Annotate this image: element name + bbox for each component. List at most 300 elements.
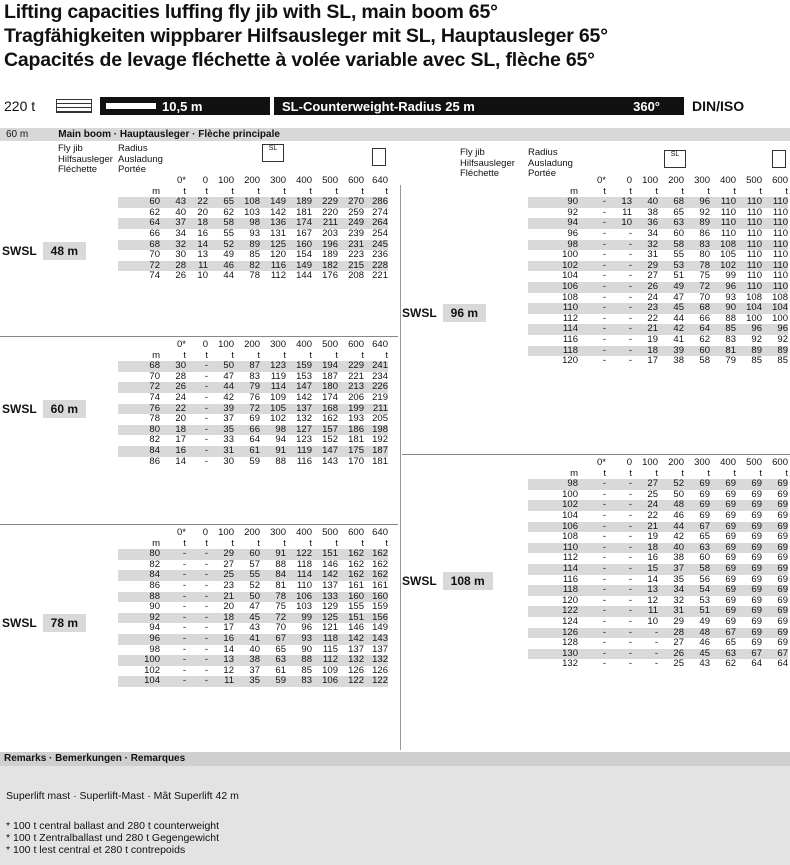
capacity-cell: 162 — [338, 570, 364, 581]
capacity-cell: 69 — [710, 479, 736, 490]
capacity-cell: 226 — [364, 382, 388, 393]
capacity-cell: 89 — [684, 218, 710, 229]
radius-cell: 100 — [562, 488, 578, 500]
capacity-cell: 53 — [699, 594, 710, 606]
capacity-cell: 206 — [348, 391, 364, 403]
capacity-cell: 114 — [286, 570, 312, 581]
capacity-cell: - — [186, 613, 208, 624]
column-head: 200 — [244, 175, 260, 186]
capacity-cell: 65 — [673, 206, 684, 218]
capacity-cell: 14 — [223, 643, 234, 655]
capacity-cell: 69 — [751, 488, 762, 500]
capacity-cell: 83 — [725, 333, 736, 345]
capacity-cell: 194 — [312, 361, 338, 372]
capacity-cell: - — [602, 573, 606, 585]
capacity-cell: 241 — [364, 361, 388, 372]
capacity-cell: 236 — [372, 249, 388, 261]
radius-cell: 68 — [118, 361, 160, 372]
capacity-cell: 239 — [348, 227, 364, 239]
capacity-cell: 55 — [673, 249, 684, 261]
capacity-cell: 52 — [658, 479, 684, 490]
capacity-cell: - — [628, 488, 632, 500]
swsl-length: 60 m — [43, 400, 86, 418]
spec-bar — [0, 94, 790, 118]
capacity-cell: 229 — [338, 361, 364, 372]
capacity-cell: 103 — [296, 601, 312, 613]
radius-cell: 92 — [567, 206, 578, 218]
capacity-cell: 110 — [746, 249, 762, 261]
capacity-cell: 26 — [658, 649, 684, 660]
column-head: 640 — [372, 339, 388, 350]
capacity-cell: 40 — [175, 206, 186, 218]
capacity-cell: 69 — [710, 606, 736, 617]
capacity-cell: 35 — [234, 676, 260, 687]
capacity-cell: 110 — [746, 227, 762, 239]
capacity-cell: 69 — [751, 637, 762, 649]
capacity-cell: 108 — [746, 291, 762, 303]
capacity-cell: - — [628, 227, 632, 239]
fly-jib-fr: Fléchette — [58, 164, 98, 175]
capacity-cell: 91 — [260, 446, 286, 457]
capacity-cell: - — [204, 434, 208, 446]
capacity-cell: 142 — [296, 391, 312, 403]
capacity-cell: 69 — [751, 615, 762, 627]
capacity-cell: 75 — [275, 601, 286, 613]
capacity-cell: 32 — [673, 594, 684, 606]
capacity-cell: 18 — [208, 613, 234, 624]
capacity-cell: 31 — [208, 446, 234, 457]
capacity-cell: 35 — [673, 573, 684, 585]
unit-cell: t — [785, 467, 788, 479]
capacity-cell: 162 — [338, 549, 364, 560]
unit-cell: m — [570, 467, 578, 479]
capacity-cell: - — [606, 522, 632, 533]
capacity-cell: 144 — [296, 270, 312, 282]
capacity-cell: 110 — [746, 206, 762, 218]
radius-cell: 74 — [149, 270, 160, 282]
capacity-cell: 110 — [720, 206, 736, 218]
capacity-cell: 44 — [208, 382, 234, 393]
unit-cell: t — [707, 185, 710, 197]
column-head: 100 — [642, 457, 658, 468]
column-head: 0* — [597, 457, 606, 468]
capacity-cell: - — [578, 543, 606, 554]
capacity-cell: 69 — [725, 573, 736, 585]
capacity-cell: 211 — [364, 404, 388, 415]
capacity-cell: 123 — [260, 361, 286, 372]
capacity-cell: - — [186, 634, 208, 645]
radius-cell: 60 — [118, 197, 160, 208]
capacity-table — [528, 176, 788, 367]
radius-fr: Portée — [118, 164, 146, 175]
capacity-cell: - — [628, 333, 632, 345]
radius-cell: 104 — [562, 270, 578, 282]
capacity-cell: 37 — [658, 564, 684, 575]
capacity-cell: 110 — [720, 227, 736, 239]
radius-en: Radius — [118, 143, 148, 154]
capacity-cell: 67 — [684, 522, 710, 533]
unit-cell: t — [283, 185, 286, 197]
title-de: Tragfähigkeiten wippbarer Hilfsausleger mit SL, Hauptausleger 65° — [4, 25, 608, 47]
table-row — [528, 356, 788, 367]
capacity-cell: 122 — [286, 549, 312, 560]
capacity-cell: 189 — [322, 249, 338, 261]
capacity-cell: 116 — [260, 261, 286, 272]
capacity-cell: 220 — [322, 206, 338, 218]
unit-cell: t — [309, 537, 312, 549]
fly-jib-de: Hilfsausleger — [58, 153, 113, 165]
jib-length-bar — [100, 97, 270, 115]
capacity-cell: 76 — [249, 391, 260, 403]
unit-cell: m — [570, 185, 578, 197]
title-en: Lifting capacities luffing fly jib with SL, main boom 65° — [4, 1, 498, 23]
radius-cell: 108 — [562, 291, 578, 303]
capacity-cell: 96 — [684, 197, 710, 208]
capacity-cell: 37 — [160, 218, 186, 229]
capacity-cell: 59 — [249, 455, 260, 467]
swsl-length: 96 m — [443, 304, 486, 322]
capacity-cell: 270 — [338, 197, 364, 208]
capacity-cell: 16 — [647, 552, 658, 564]
column-head: 0* — [597, 175, 606, 186]
remarks-mast: Superlift mast · Superlift-Mast · Mât Superlift 42 m — [6, 790, 239, 802]
column-head: 0 — [202, 339, 208, 350]
capacity-cell: 69 — [762, 522, 788, 533]
capacity-cell: 72 — [234, 404, 260, 415]
capacity-cell: 20 — [175, 413, 186, 425]
capacity-cell: 149 — [372, 622, 388, 634]
capacity-cell: 180 — [312, 382, 338, 393]
column-head: 600 — [348, 339, 364, 350]
capacity-cell: 79 — [725, 355, 736, 367]
capacity-cell: 115 — [322, 643, 338, 655]
capacity-cell: 126 — [348, 664, 364, 676]
capacity-cell: 66 — [699, 312, 710, 324]
radius-cell: 106 — [528, 282, 578, 293]
capacity-cell: 65 — [725, 637, 736, 649]
table-row — [528, 659, 788, 670]
radius-cell: 88 — [118, 592, 160, 603]
capacity-cell: - — [578, 197, 606, 208]
capacity-cell: 62 — [725, 658, 736, 670]
capacity-cell: - — [204, 413, 208, 425]
capacity-cell: 155 — [348, 601, 364, 613]
radius-cell: 104 — [562, 509, 578, 521]
capacity-cell: 104 — [762, 303, 788, 314]
capacity-cell: 110 — [736, 218, 762, 229]
capacity-cell: 18 — [186, 218, 208, 229]
capacity-cell: - — [182, 558, 186, 570]
unit-cell: t — [335, 537, 338, 549]
capacity-cell: - — [160, 634, 186, 645]
capacity-cell: 69 — [736, 585, 762, 596]
capacity-cell: 110 — [762, 261, 788, 272]
capacity-cell: - — [204, 455, 208, 467]
capacity-cell: 10 — [197, 270, 208, 282]
capacity-cell: 69 — [777, 637, 788, 649]
capacity-cell: - — [204, 558, 208, 570]
radius-cell: 82 — [149, 558, 160, 570]
capacity-cell: 85 — [751, 355, 762, 367]
capacity-cell: 64 — [751, 658, 762, 670]
capacity-cell: 20 — [197, 206, 208, 218]
capacity-cell: 174 — [286, 218, 312, 229]
capacity-cell: 147 — [312, 446, 338, 457]
capacity-cell: 23 — [632, 303, 658, 314]
radius-cell: 120 — [562, 594, 578, 606]
unit-cell: t — [655, 185, 658, 197]
capacity-cell: - — [606, 585, 632, 596]
capacity-cell: 108 — [234, 197, 260, 208]
capacity-cell: 25 — [208, 570, 234, 581]
capacity-cell: 121 — [322, 622, 338, 634]
capacity-cell: 60 — [673, 227, 684, 239]
truck-icon — [372, 148, 386, 166]
unit-cell: t — [283, 537, 286, 549]
section-divider — [402, 454, 790, 455]
capacity-cell: - — [204, 370, 208, 382]
capacity-cell: 69 — [710, 522, 736, 533]
fly-jib-header — [58, 144, 113, 176]
capacity-cell: 91 — [260, 549, 286, 560]
fly-jib-fr-r: Fléchette — [460, 168, 500, 179]
radius-cell: 80 — [118, 425, 160, 436]
unit-cell: t — [183, 349, 186, 361]
capacity-cell: 26 — [175, 270, 186, 282]
capacity-cell: 176 — [322, 270, 338, 282]
capacity-cell: 28 — [175, 370, 186, 382]
capacity-cell: 24 — [175, 391, 186, 403]
table-row — [528, 335, 788, 346]
capacity-cell: - — [602, 615, 606, 627]
capacity-cell: 137 — [286, 404, 312, 415]
capacity-cell: 64 — [777, 658, 788, 670]
column-head: 200 — [668, 175, 684, 186]
capacity-cell: 69 — [751, 573, 762, 585]
capacity-cell: 47 — [249, 601, 260, 613]
capacity-cell: 66 — [234, 425, 260, 436]
swsl-label — [402, 306, 486, 320]
capacity-cell: 162 — [348, 558, 364, 570]
capacity-cell: 189 — [286, 197, 312, 208]
capacity-cell: - — [186, 382, 208, 393]
column-head: 300 — [270, 175, 286, 186]
capacity-cell: 38 — [647, 206, 658, 218]
capacity-cell: 69 — [777, 594, 788, 606]
capacity-cell: 24 — [632, 500, 658, 511]
capacity-cell: - — [606, 606, 632, 617]
radius-cell: 80 — [118, 549, 160, 560]
column-head: 200 — [244, 339, 260, 350]
capacity-cell: - — [204, 601, 208, 613]
capacity-cell: 47 — [223, 370, 234, 382]
capacity-cell: 62 — [223, 206, 234, 218]
capacity-cell: - — [606, 261, 632, 272]
capacity-cell: 106 — [312, 676, 338, 687]
capacity-cell: - — [628, 552, 632, 564]
capacity-cell: 15 — [632, 564, 658, 575]
radius-cell: 112 — [562, 552, 578, 564]
capacity-cell: 203 — [322, 227, 338, 239]
capacity-cell: 49 — [658, 282, 684, 293]
capacity-cell: - — [160, 592, 186, 603]
radius-cell: 68 — [118, 240, 160, 251]
capacity-cell: 94 — [275, 434, 286, 446]
radius-cell: 124 — [562, 615, 578, 627]
capacity-cell: 193 — [348, 413, 364, 425]
capacity-cell: 109 — [322, 664, 338, 676]
radius-cell: 84 — [118, 446, 160, 457]
radius-fr-r: Portée — [528, 168, 556, 179]
capacity-cell: 22 — [186, 197, 208, 208]
capacity-cell: 96 — [736, 324, 762, 335]
capacity-cell: 162 — [372, 558, 388, 570]
capacity-cell: 151 — [312, 549, 338, 560]
crane-icon — [56, 99, 92, 113]
capacity-cell: - — [160, 549, 186, 560]
capacity-cell: 157 — [312, 425, 338, 436]
standard-label: DIN/ISO — [692, 98, 745, 114]
capacity-cell: 223 — [348, 249, 364, 261]
capacity-cell: 38 — [673, 552, 684, 564]
capacity-cell: 211 — [312, 218, 338, 229]
capacity-cell: 259 — [348, 206, 364, 218]
capacity-cell: 102 — [710, 261, 736, 272]
capacity-cell: 52 — [249, 579, 260, 591]
capacity-cell: 69 — [777, 552, 788, 564]
capacity-cell: - — [186, 592, 208, 603]
radius-cell: 94 — [528, 218, 578, 229]
capacity-cell: 34 — [647, 227, 658, 239]
capacity-cell: 35 — [208, 425, 234, 436]
capacity-cell: 143 — [364, 634, 388, 645]
capacity-cell: 58 — [699, 355, 710, 367]
capacity-cell: 162 — [322, 413, 338, 425]
unit-cell: t — [759, 185, 762, 197]
capacity-cell: 132 — [296, 413, 312, 425]
unit-cell: t — [385, 537, 388, 549]
capacity-cell: 89 — [736, 346, 762, 357]
column-head: 400 — [296, 339, 312, 350]
capacity-cell: - — [186, 361, 208, 372]
capacity-cell: - — [186, 676, 208, 687]
capacity-cell: 63 — [684, 543, 710, 554]
capacity-cell: 69 — [751, 531, 762, 543]
capacity-cell: - — [204, 622, 208, 634]
capacity-cell: 199 — [338, 404, 364, 415]
capacity-cell: 122 — [364, 676, 388, 687]
capacity-cell: 78 — [249, 270, 260, 282]
table-row — [528, 617, 788, 628]
capacity-cell: 100 — [746, 312, 762, 324]
capacity-cell: - — [602, 488, 606, 500]
capacity-cell: 69 — [762, 543, 788, 554]
capacity-cell: 41 — [673, 333, 684, 345]
fly-jib-de-r: Hilfsausleger — [460, 157, 515, 169]
swsl-code: SWSL — [402, 306, 437, 320]
capacity-cell: 45 — [234, 613, 260, 624]
capacity-cell: - — [578, 346, 606, 357]
column-head: 0 — [626, 457, 632, 468]
capacity-cell: 16 — [160, 446, 186, 457]
capacity-cell: - — [606, 240, 632, 251]
capacity-cell: 198 — [364, 425, 388, 436]
capacity-cell: 187 — [364, 446, 388, 457]
capacity-cell: 153 — [296, 370, 312, 382]
page-titles — [4, 0, 789, 72]
counterweight-radius: SL-Counterweight-Radius 25 m — [282, 98, 475, 114]
capacity-cell: 69 — [710, 543, 736, 554]
capacity-cell: 60 — [699, 552, 710, 564]
capacity-cell: 112 — [312, 655, 338, 666]
capacity-cell: 44 — [673, 312, 684, 324]
column-head: 400 — [720, 457, 736, 468]
capacity-cell: 12 — [647, 594, 658, 606]
capacity-cell: 13 — [606, 197, 632, 208]
capacity-cell: - — [602, 637, 606, 649]
capacity-cell: 110 — [710, 218, 736, 229]
capacity-cell: - — [628, 573, 632, 585]
capacity-cell: 108 — [710, 240, 736, 251]
column-head: 0 — [202, 527, 208, 538]
radius-cell: 74 — [149, 391, 160, 403]
capacity-cell: - — [606, 649, 632, 660]
capacity-cell: 37 — [223, 413, 234, 425]
capacity-cell: 42 — [223, 391, 234, 403]
radius-cell: 62 — [149, 206, 160, 218]
capacity-cell: 18 — [632, 346, 658, 357]
column-head: 500 — [746, 175, 762, 186]
capacity-cell: 221 — [372, 270, 388, 282]
capacity-cell: - — [628, 291, 632, 303]
capacity-cell: 40 — [658, 543, 684, 554]
slew-angle: 360° — [633, 98, 660, 114]
capacity-cell: 264 — [364, 218, 388, 229]
capacity-cell: 90 — [710, 303, 736, 314]
unit-cell: t — [309, 349, 312, 361]
capacity-cell: 219 — [372, 391, 388, 403]
capacity-cell: 119 — [286, 446, 312, 457]
capacity-cell: 92 — [751, 333, 762, 345]
swsl-label — [402, 574, 493, 588]
swsl-length: 48 m — [43, 242, 86, 260]
radius-cell: 110 — [528, 543, 578, 554]
capacity-cell: 29 — [632, 261, 658, 272]
capacity-cell: 186 — [338, 425, 364, 436]
capacity-cell: 160 — [286, 240, 312, 251]
table-row — [118, 634, 388, 645]
unit-cell: t — [205, 349, 208, 361]
table-row — [118, 581, 388, 592]
capacity-cell: 254 — [372, 227, 388, 239]
unit-cell: t — [759, 467, 762, 479]
table-row — [118, 271, 388, 282]
unit-cell: t — [655, 467, 658, 479]
capacity-cell: 49 — [223, 249, 234, 261]
radius-cell: 116 — [562, 573, 578, 585]
capacity-cell: 75 — [699, 270, 710, 282]
capacity-cell: - — [578, 240, 606, 251]
capacity-cell: 161 — [372, 579, 388, 591]
radius-cell: 120 — [562, 355, 578, 367]
capacity-cell: - — [602, 552, 606, 564]
capacity-cell: - — [606, 479, 632, 490]
capacity-cell: 137 — [322, 579, 338, 591]
capacity-cell: 110 — [772, 270, 788, 282]
capacity-cell: - — [602, 531, 606, 543]
capacity-cell: - — [186, 446, 208, 457]
capacity-cell: 27 — [223, 558, 234, 570]
